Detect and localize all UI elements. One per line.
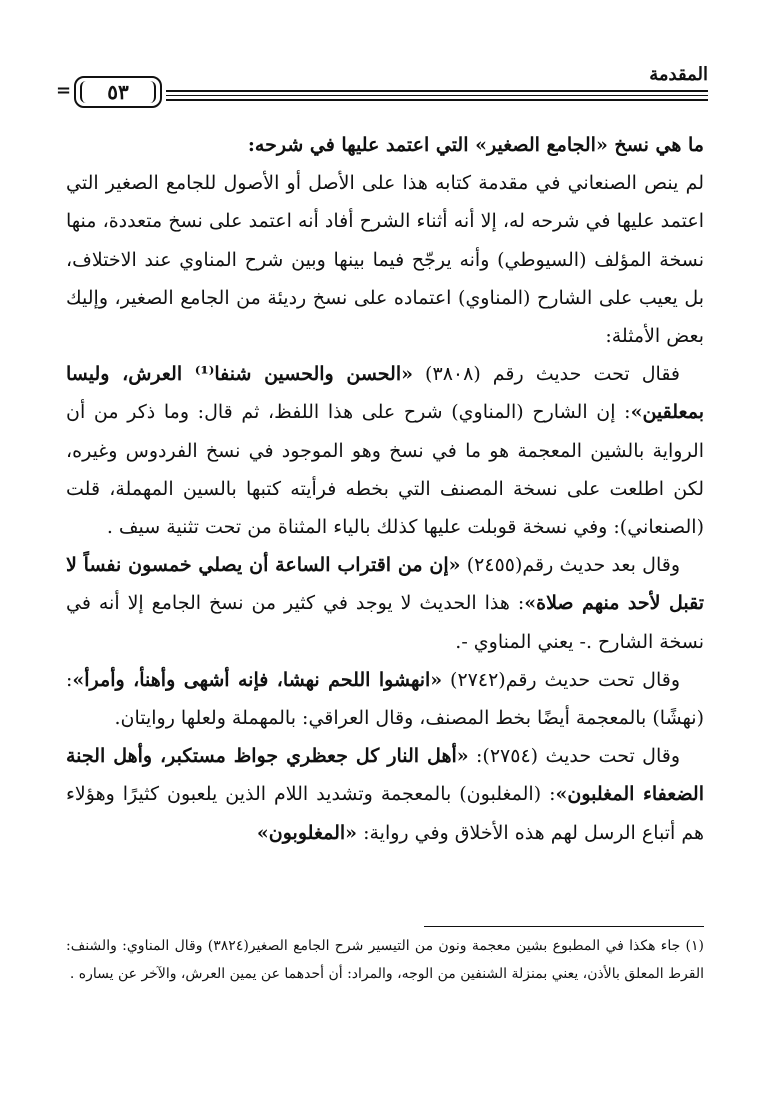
footnotes	[66, 932, 704, 988]
paragraph-text: : (المغلبون) بالمعجمة وتشديد اللام الذين يلعبون كثيرًا وهؤلاء هم أتباع الرسل لهم هذه الأخلاق وفي رواية:	[66, 783, 704, 844]
paragraph: لم ينص الصنعاني في مقدمة كتابه هذا على الأصل أو الأصول للجامع الصغير التي اعتمد عليها في شرحه له، إلا أنه أثناء الشرح أفاد أنه اعتمد على نسخ متعددة، منها نسخة المؤلف (السيوطي) وأنه يرجّح فيما بينها وبين شرح المناوي عند الاختلاف، بل يعيب على الشارح (المناوي) اعتماده على نسخ رديئة من الجامع الصغير، وإليك بعض الأمثلة:	[66, 172, 704, 348]
paragraph-text: : إن الشارح (المناوي) شرح على هذا اللفظ، ثم قال: وما ذكر من أن الرواية بالشين المعجمة هو ما في نسخ وهو الموجود في نسخ الفردوس وغيره، لكن اطلعت على نسخة المصنف التي بخطه فرأيته كتبها بالسين المهملة، قلت (الصنعاني): وفي نسخة قوبلت عليها كذلك بالياء المثناة من تحت تثنية سيف .	[66, 401, 704, 539]
paragraph	[66, 546, 704, 661]
paragraph	[66, 661, 704, 737]
paragraph-text: وقال بعد حديث رقم(٢٤٥٥)	[460, 554, 680, 577]
hadith-quote: «انهشوا اللحم نهشا، فإنه أشهى وأهنأ، وأمرأ»	[72, 668, 443, 691]
page-number-frame	[56, 76, 160, 108]
paragraph-text: فقال تحت حديث رقم (٣٨٠٨)	[413, 363, 681, 386]
hadith-quote: «الحسن والحسين شنفا⁽¹⁾ العرش، وليسا بمعلقين»	[66, 363, 704, 424]
paragraph-text: وقال تحت حديث (٢٧٥٤):	[468, 745, 680, 768]
footnote-divider	[424, 926, 704, 927]
section-heading: ما هي نسخ «الجامع الصغير» التي اعتمد عليها في شرحه:	[247, 134, 704, 156]
hadith-quote: «إن من اقتراب الساعة أن يصلي خمسون نفساً لا تقبل لأحد منهم صلاة»	[66, 554, 704, 615]
page-number-box	[74, 76, 162, 108]
hadith-quote: «أهل النار كل جعظري جواظ مستكبر، وأهل الجنة الضعفاء المغلبون»	[66, 745, 704, 806]
paragraph-text: : هذا الحديث لا يوجد في كثير من نسخ الجامع إلا أنه في نسخة الشارح .- يعني المناوي -.	[66, 592, 704, 653]
header-rule	[166, 95, 708, 96]
paragraph-text: : (نهشًا) بالمعجمة أيضًا بخط المصنف، وقال العراقي: بالمهملة ولعلها روايتان.	[66, 668, 704, 730]
page-number: ٥٣	[107, 80, 129, 104]
chapter-title: المقدمة	[649, 64, 708, 85]
page-header	[56, 64, 708, 104]
page-number-marker: =	[56, 80, 72, 101]
paragraph	[66, 737, 704, 852]
hadith-quote: «المغلوبون»	[256, 821, 358, 844]
header-rule	[166, 90, 708, 92]
paragraph-text: وقال تحت حديث رقم(٢٧٤٢)	[442, 668, 681, 691]
paragraph	[66, 355, 704, 546]
footnote: (١) جاء هكذا في المطبوع بشين معجمة ونون من التيسير شرح الجامع الصغير(٣٨٢٤) وقال المناوي: والشنف: القرط المعلق بالأذن، يعني بمنزلة الشنفين من الوجه، والمراد: أن أحدهما عن يمين العرش، والآخر عن يساره .	[66, 938, 705, 982]
header-rule	[166, 99, 708, 101]
main-text	[66, 126, 704, 852]
